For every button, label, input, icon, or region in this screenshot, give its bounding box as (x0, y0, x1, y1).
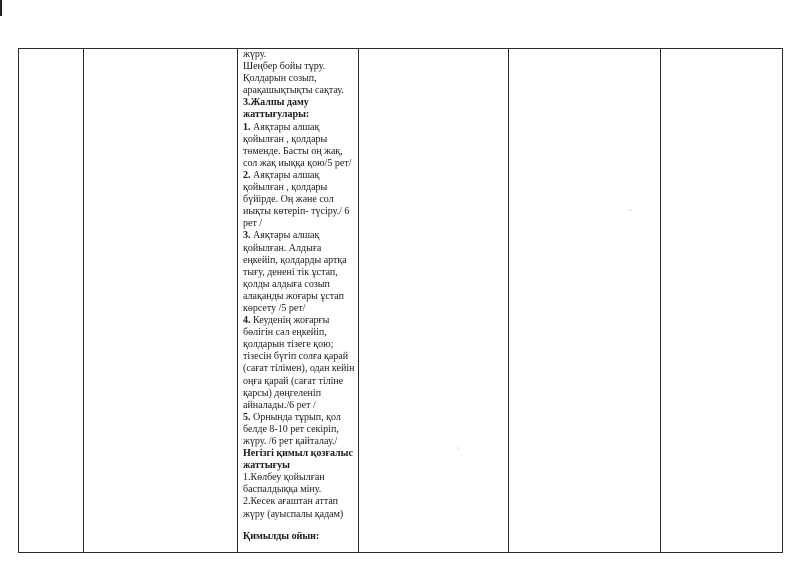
exercise-number: 5. (243, 411, 251, 423)
exercise-number: 2. (243, 169, 251, 181)
scan-edge-mark (0, 0, 2, 16)
table-col-border-4 (358, 48, 359, 553)
main-movement-heading: Негізгі қимыл қозғалыс жаттығуы (243, 448, 353, 472)
exercise-text: Аяқтары алшақ қойылған. Алдыға еңкейіп, қолдарды артқа тығу, денені тік ұстап, қолды алдыға созып алақанды жоғары ұстап көрсету /5 рет/ (243, 230, 347, 314)
exercise-text: Кеуденің жоғарғы бөлігін сәл еңкейіп, қолдарын тізеге қою; тізесін бүгіп солға қарай (сағат тілімен), одан кейін оңға қарай (сағат тіліне қарсы) дөңгеленіп айналады./6 рет / (243, 315, 355, 411)
section-3-heading: 3.Жалпы даму жаттығулары: (243, 97, 310, 121)
game-heading: Қимылды ойын: (243, 530, 320, 542)
exercise-number: 4. (243, 315, 251, 327)
exercise-number: 3. (243, 230, 251, 242)
exercise-text: Аяқтары алшақ қойылған , қолдары бүйірде. Оң және сол иықты көтеріп- түсіру./ 6 рет / (243, 169, 350, 230)
scan-speck: · (457, 444, 460, 453)
lesson-activity-cell (243, 49, 357, 543)
table-col-border-3 (237, 48, 238, 553)
exercise-text: Аяқтары алшақ қойылған , қолдары төменде. Басты оң жақ, сол жақ иыққа қою/5 рет/ (243, 121, 352, 169)
exercise-number: 1. (243, 121, 251, 133)
table-col-border-6 (660, 48, 661, 553)
intro-line: арақашықтықты сақтау. (243, 85, 344, 97)
main-movement-item: 2.Кесек ағаштан аттап жүру (ауыспалы қадам) (243, 496, 344, 520)
table-col-border-2 (83, 48, 84, 553)
intro-line: Қолдарын созып, (243, 73, 317, 85)
table-col-border-5 (508, 48, 509, 553)
table-col-border-1 (18, 48, 19, 553)
table-bottom-border (18, 552, 783, 553)
exercise-item (243, 230, 357, 315)
scan-speck: · (629, 206, 632, 215)
exercise-item (243, 170, 357, 230)
spacer (243, 521, 357, 531)
main-movement-item: 1.Көлбеу қойылған баспалдыққа міну. (243, 472, 325, 496)
intro-line: жүру. (243, 49, 267, 60)
exercise-item (243, 412, 357, 448)
intro-line: Шеңбер бойы тұру. (243, 61, 326, 73)
exercise-item (243, 122, 357, 170)
exercise-item (243, 315, 357, 412)
table-col-border-7 (782, 48, 783, 553)
table-top-border (18, 48, 783, 49)
exercise-text: Орнында тұрып, қол белде 8-10 рет секіріп, жүру. /6 рет қайталау./ (243, 411, 341, 447)
